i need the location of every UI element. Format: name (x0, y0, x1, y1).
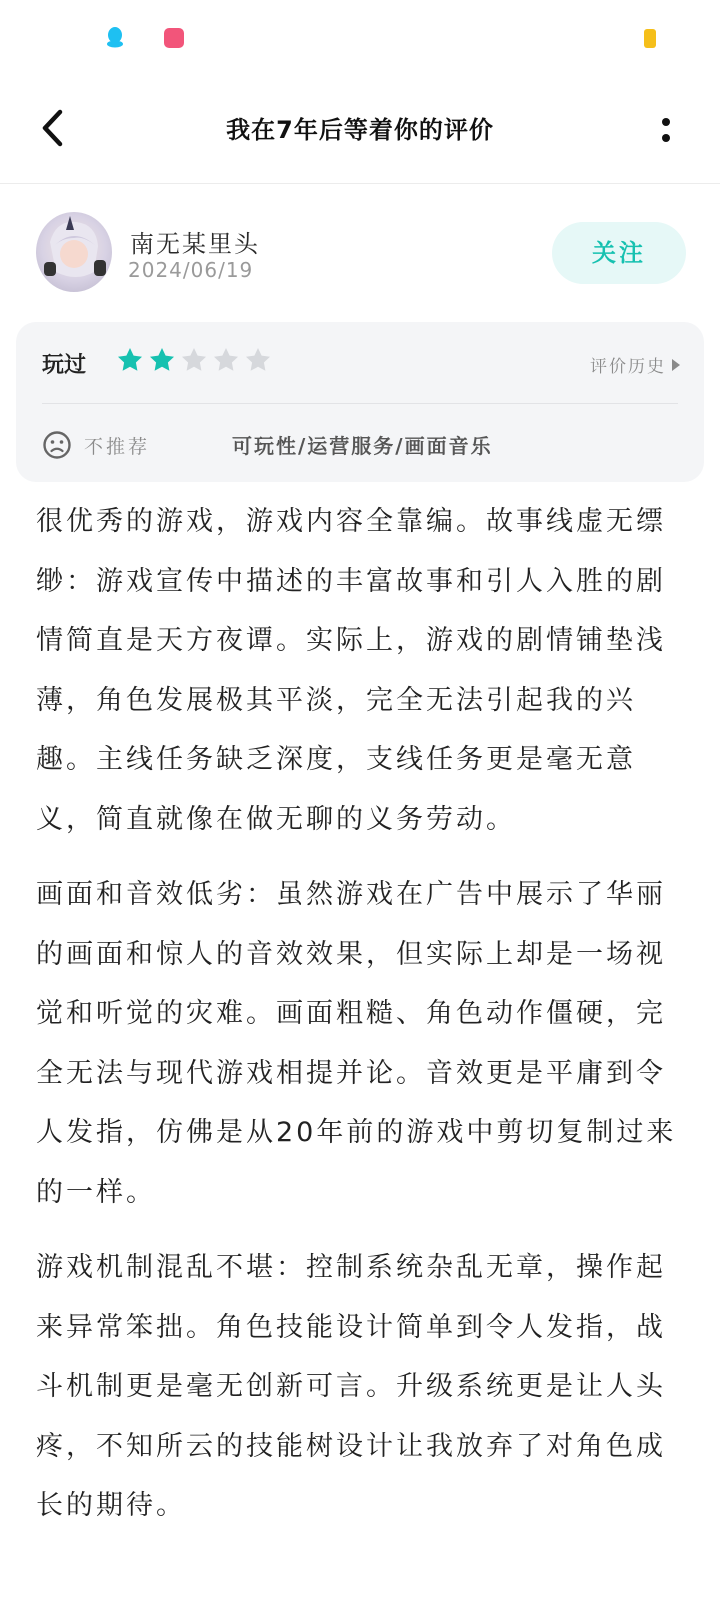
top-bar (0, 76, 720, 184)
rating-card (16, 322, 704, 482)
review-paragraph: 游戏机制混乱不堪：控制系统杂乱无章，操作起来异常笨拙。角色技能设计简单到令人发指，战斗机制更是毫无创新可言。升级系统更是让人头疼，不知所云的技能树设计让我放弃了对角色成长的期待。 (36, 1252, 666, 1521)
star-empty-icon (212, 346, 240, 374)
review-paragraph: 很优秀的游戏，游戏内容全靠编。故事线虚无缥缈：游戏宣传中描述的丰富故事和引人入胜的剧情简直是天方夜谭。实际上，游戏的剧情铺垫浅薄，角色发展极其平淡，完全无法引起我的兴趣。主线任务缺乏深度，支线任务更是毫无意义，简直就像在做无聊的义务劳动。 (36, 506, 666, 835)
play-arrow-icon (672, 359, 680, 371)
author-section (0, 212, 720, 312)
star-empty-icon (180, 346, 208, 374)
battery-icon (644, 29, 656, 48)
author-name[interactable]: 南无某里头 (130, 230, 260, 258)
review-body (36, 492, 684, 1552)
review-paragraph: 画面和音效低劣：虽然游戏在广告中展示了华丽的画面和惊人的音效效果，但实际上却是一场视觉和听觉的灾难。画面粗糙、角色动作僵硬，完全无法与现代游戏相提并论。音效更是平庸到令人发指，仿佛是从20年前的游戏中剪切复制过来的一样。 (36, 879, 677, 1208)
played-label: 玩过 (42, 353, 87, 378)
avatar[interactable] (36, 212, 112, 292)
app-icon (164, 28, 184, 48)
review-history-label: 评价历史 (590, 357, 666, 377)
qq-icon (106, 26, 124, 48)
chevron-left-icon (40, 109, 64, 147)
more-vertical-icon (662, 118, 670, 126)
review-date: 2024/06/19 (128, 258, 254, 282)
divider (42, 403, 678, 404)
star-empty-icon (244, 346, 272, 374)
sad-face-icon (42, 430, 72, 460)
star-rating (116, 346, 272, 374)
back-button[interactable] (26, 98, 78, 158)
follow-button[interactable]: 关注 (552, 222, 686, 284)
star-filled-icon (148, 346, 176, 374)
review-history-link[interactable] (590, 352, 680, 377)
review-tags: 可玩性/运营服务/画面音乐 (232, 434, 493, 458)
recommendation-status: 不推荐 (84, 436, 151, 458)
star-filled-icon (116, 346, 144, 374)
status-bar (0, 0, 720, 76)
more-button[interactable] (648, 106, 684, 154)
page-title: 我在7年后等着你的评价 (226, 116, 494, 144)
